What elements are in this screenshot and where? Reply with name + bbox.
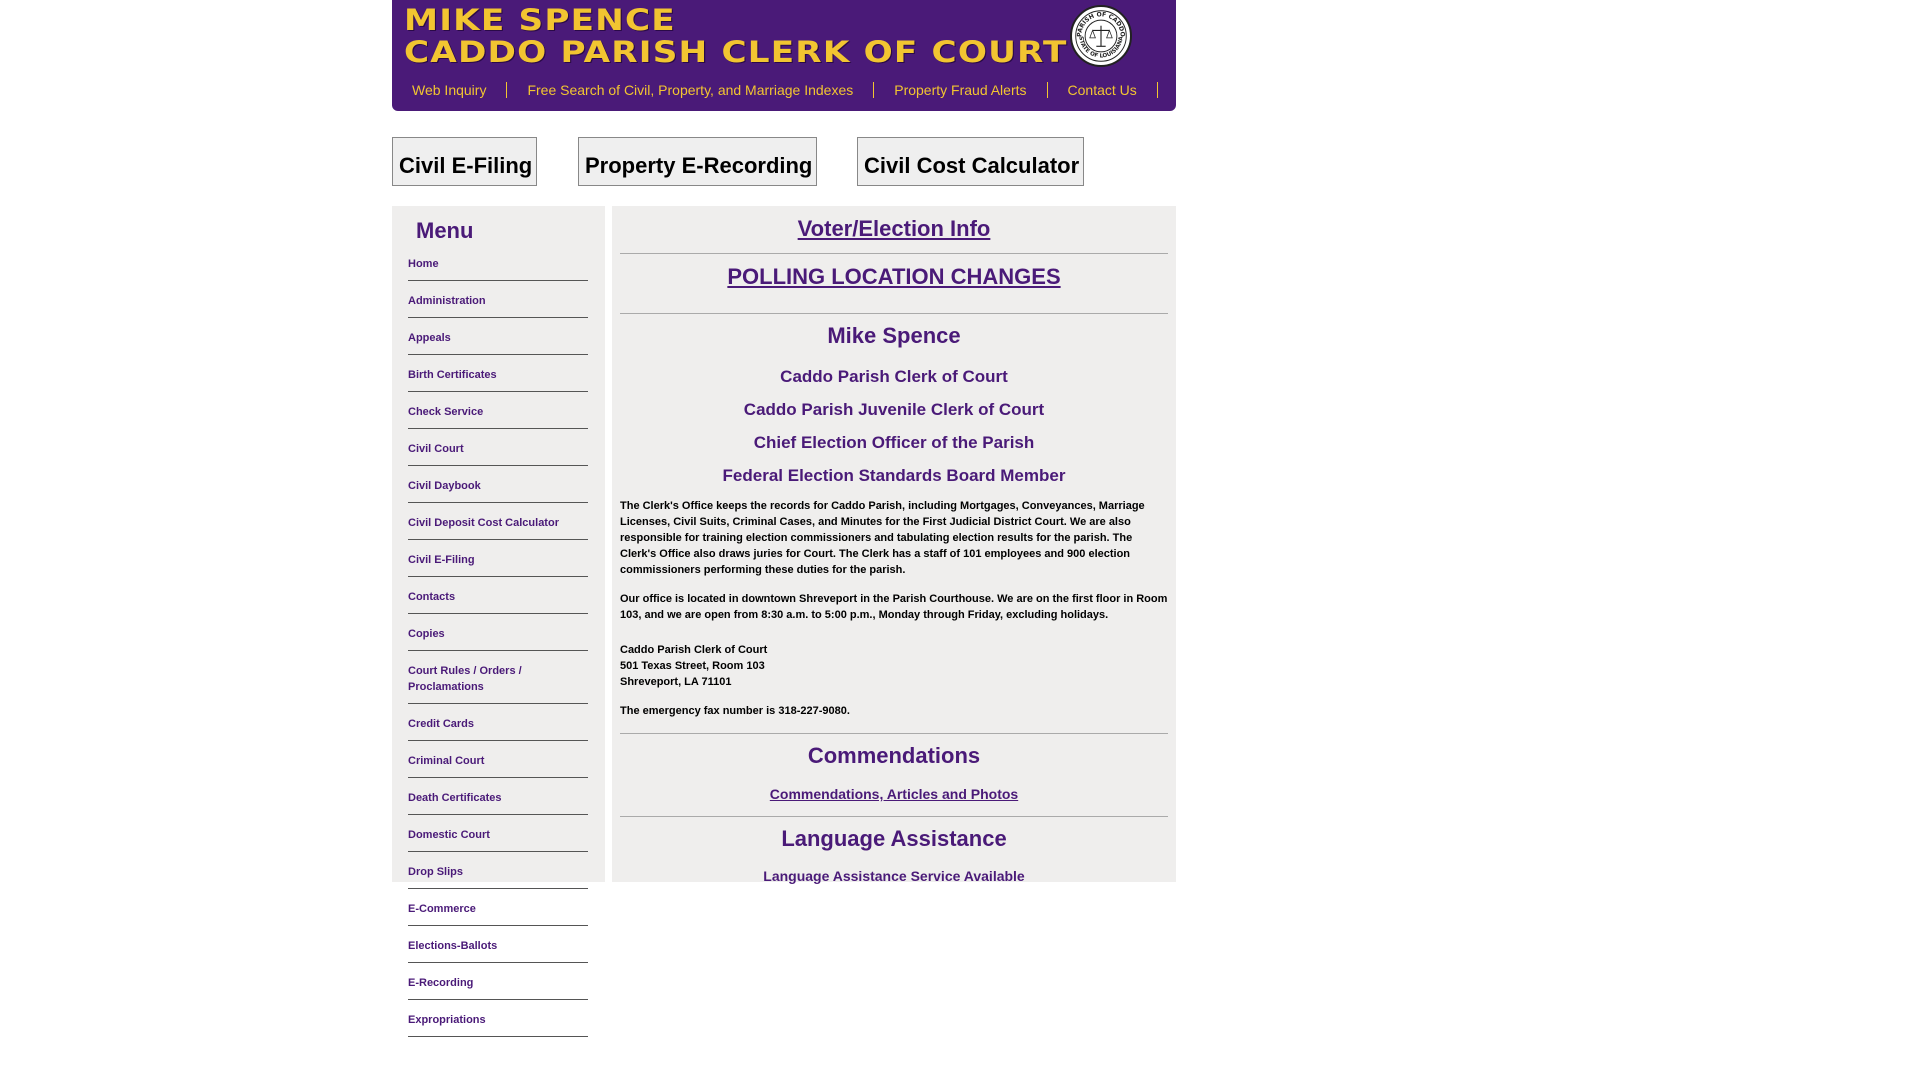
sidebar-item-civil-deposit-cost-calculator[interactable]: Civil Deposit Cost Calculator (408, 511, 588, 540)
role-federal-board-member: Federal Election Standards Board Member (722, 466, 1066, 485)
divider (620, 253, 1168, 254)
role-chief-election-officer: Chief Election Officer of the Parish (753, 433, 1035, 452)
seal-text-bottom: STATE OF LOUISIANA (1077, 36, 1125, 60)
sidebar-item-court-rules[interactable]: Court Rules / Orders / Proclamations (408, 659, 588, 704)
address-line1: Caddo Parish Clerk of Court (620, 644, 768, 656)
emergency-fax: The emergency fax number is 318-227-9080. (620, 705, 850, 717)
sidebar-item-civil-daybook[interactable]: Civil Daybook (408, 474, 588, 503)
sidebar-item-civil-court[interactable]: Civil Court (408, 437, 588, 466)
sidebar-item-contacts[interactable]: Contacts (408, 585, 588, 614)
clerk-name: Mike Spence (827, 323, 961, 348)
sidebar-item-expropriations[interactable]: Expropriations (408, 1008, 588, 1037)
nav-web-inquiry[interactable]: Web Inquiry (392, 82, 507, 98)
voter-election-info-link[interactable]: Voter/Election Info (797, 216, 991, 241)
seal-text-top: PARISH OF CADDO (1076, 11, 1126, 38)
main-content (612, 206, 1176, 882)
polling-location-changes-link[interactable]: POLLING LOCATION CHANGES (727, 264, 1061, 289)
divider (620, 816, 1168, 817)
language-assistance-heading: Language Assistance (781, 826, 1007, 851)
property-erecording-button[interactable]: Property E-Recording (578, 137, 817, 186)
office-description: The Clerk's Office keeps the records for Caddo Parish, including Mortgages, Conveyances, Marriage Licenses, Civil Suits, Criminal Cases, and Minutes for the First Judicial District Court. We are also responsible for training election commissioners and tabulating election results for the parish. The Clerk's Office also draws juries for Court. The Clerk has a staff of 101 employees and 900 election commissioners performing these duties for the parish. (620, 500, 1145, 576)
menu-list (408, 252, 588, 1045)
language-assistance-service[interactable]: Language Assistance Service Available (763, 868, 1025, 884)
nav-contact-us[interactable]: Contact Us (1048, 82, 1158, 98)
site-header (392, 0, 1176, 111)
mailing-address (620, 642, 1168, 690)
address-line3: Shreveport, LA 71101 (620, 676, 732, 688)
sidebar-item-drop-slips[interactable]: Drop Slips (408, 860, 588, 889)
sidebar-item-birth-certificates[interactable]: Birth Certificates (408, 363, 588, 392)
civil-cost-calculator-button[interactable]: Civil Cost Calculator (857, 137, 1084, 186)
quick-actions (392, 137, 1176, 186)
commendations-link[interactable]: Commendations, Articles and Photos (769, 786, 1019, 802)
sidebar-item-civil-efiling[interactable]: Civil E-Filing (408, 548, 588, 577)
site-title-line1: MIKE SPENCE (404, 3, 676, 37)
site-title[interactable] (404, 4, 1068, 68)
civil-efiling-button[interactable]: Civil E-Filing (392, 137, 537, 186)
office-location: Our office is located in downtown Shreveport in the Parish Courthouse. We are on the first floor in Room 103, and we are open from 8:30 a.m. to 5:00 p.m., Monday through Friday, excluding holidays. (620, 593, 1168, 621)
parish-seal-logo[interactable] (1070, 5, 1132, 67)
role-clerk-of-court: Caddo Parish Clerk of Court (780, 367, 1008, 386)
sidebar-menu (392, 206, 605, 1026)
sidebar-item-administration[interactable]: Administration (408, 289, 588, 318)
sidebar-item-check-service[interactable]: Check Service (408, 400, 588, 429)
sidebar-item-copies[interactable]: Copies (408, 622, 588, 651)
sidebar-item-criminal-court[interactable]: Criminal Court (408, 749, 588, 778)
sidebar-item-home[interactable]: Home (408, 252, 588, 281)
address-line2: 501 Texas Street, Room 103 (620, 660, 765, 672)
role-juvenile-clerk: Caddo Parish Juvenile Clerk of Court (743, 400, 1045, 419)
nav-free-search[interactable]: Free Search of Civil, Property, and Marriage Indexes (507, 82, 874, 98)
sidebar-item-ecommerce[interactable]: E-Commerce (408, 897, 588, 926)
sidebar-item-domestic-court[interactable]: Domestic Court (408, 823, 588, 852)
commendations-heading: Commendations (807, 743, 981, 768)
divider (620, 733, 1168, 734)
nav-property-fraud-alerts[interactable]: Property Fraud Alerts (874, 82, 1047, 98)
sidebar-item-death-certificates[interactable]: Death Certificates (408, 786, 588, 815)
sidebar-item-erecording[interactable]: E-Recording (408, 971, 588, 1000)
menu-title: Menu (416, 218, 474, 243)
sidebar-item-appeals[interactable]: Appeals (408, 326, 588, 355)
sidebar-item-elections-ballots[interactable]: Elections-Ballots (408, 934, 588, 963)
sidebar-item-credit-cards[interactable]: Credit Cards (408, 712, 588, 741)
site-title-line2: CADDO PARISH CLERK OF COURT (404, 35, 1068, 69)
divider (620, 313, 1168, 314)
top-nav (392, 80, 1158, 100)
